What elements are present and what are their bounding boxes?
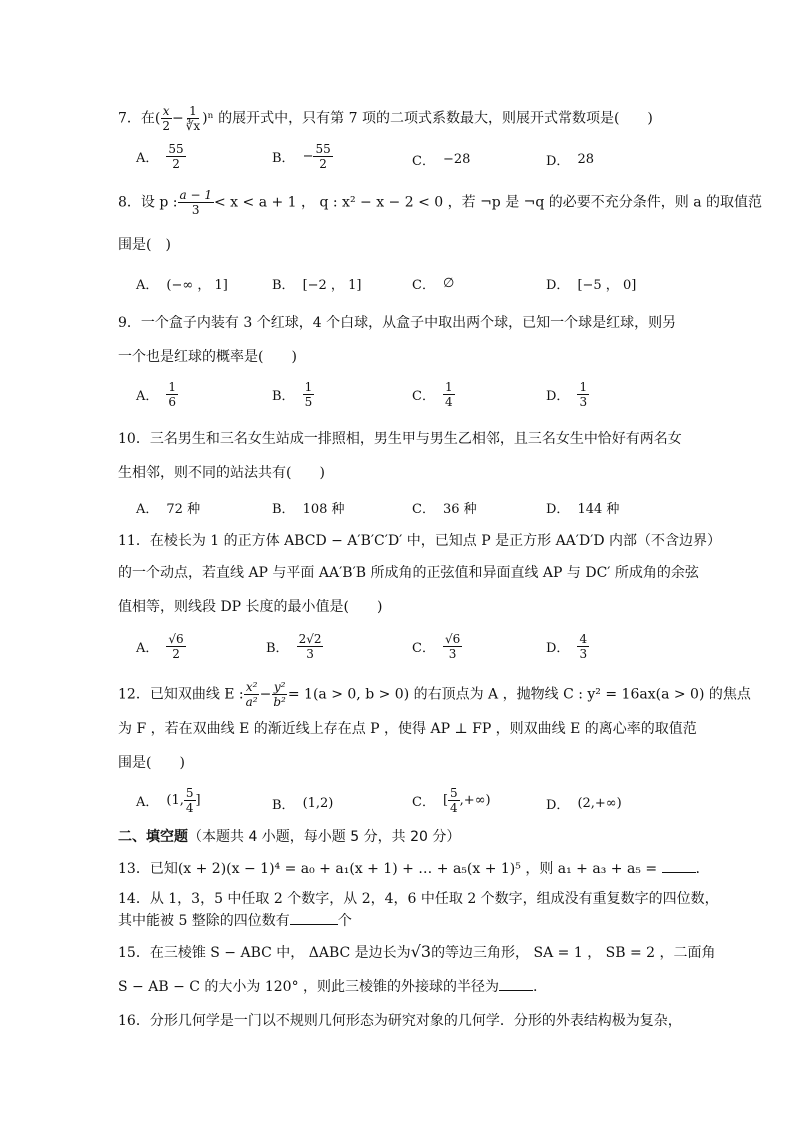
q10-choice-b[interactable]: B． 108 种 [272,502,345,517]
q12-choice-a[interactable]: A． (1, $\frac{5}{4}$ ] [136,786,201,815]
question-9-choices [136,380,696,416]
q8-choice-a[interactable]: A． (−∞ ， 1] [136,278,228,293]
question-11-line-2: 的一个动点，若直线 AP 与平面 AA′B′B 所成角的正弦值和异面直线 AP 与 DC′ 所成角的余弦 [118,565,699,581]
q9-choice-c[interactable]: C． $\frac{1}{4}$ [412,380,453,409]
question-7-choices [136,142,696,178]
q9-choice-a[interactable]: A． $\frac{1}{6}$ [136,380,177,409]
question-9-line-2: 一个也是红球的概率是( ) [118,349,297,365]
q11-choice-a[interactable]: A． $\frac{√6}{2}$ [136,632,184,661]
q14-answer-blank[interactable] [290,912,338,925]
q7-stem-end: )ⁿ 的展开式中，只有第 7 项的二项式系数最大，则展开式常数项是( ) [202,110,653,127]
q7-choice-c[interactable]: C． −28 [412,152,471,169]
question-11-choices [136,632,696,668]
question-8-line-2: 围是( ) [118,237,171,253]
section-title: 二、填空题 [118,829,188,845]
q10-choice-a[interactable]: A． 72 种 [136,502,201,517]
q9-choice-b[interactable]: B． $\frac{1}{5}$ [272,380,313,409]
question-8-choices [136,274,696,310]
question-10-choices [136,498,696,534]
q8-choice-b[interactable]: B． [−2 ， 1] [272,278,362,293]
q7-stem-start: 7．在( [118,110,161,127]
q10-choice-d[interactable]: D． 144 种 [546,502,620,517]
q7-fraction-x-over-2: $\frac{x}{2}$ [162,104,171,133]
q12-choice-c[interactable]: C． [ $\frac{5}{4}$ ,+∞) [412,786,491,815]
question-14-line-2: 其中能被 5 整除的四位数有 个 [118,913,352,929]
q8-choice-c[interactable]: C． ∅ [412,276,455,293]
q7-fraction-1-over-cuberoot-x: $\frac{1}{∛x}$ [185,104,201,133]
q15-answer-blank[interactable] [499,978,533,991]
q8-choice-d[interactable]: D． [−5 ， 0] [546,278,637,293]
q11-choice-b[interactable]: B． $\frac{2√2}{3}$ [266,632,322,661]
question-8-line-1: 8．设 p : $\frac{a - 1}{3}$ < x < a + 1 ， q : x² − x − 2 < 0 ，若 ¬p 是 ¬q 的必要不充分条件，则 a 的取值范 [118,188,763,217]
question-12-line-3: 围是( ) [118,755,185,771]
question-12-choices [136,786,696,822]
q11-choice-d[interactable]: D． $\frac{4}{3}$ [546,632,588,661]
question-14-line-1: 14．从 1，3，5 中任取 2 个数字，从 2，4，6 中任取 2 个数字，组成没有重复数字的四位数， [118,891,719,907]
question-13: 13．已知(x + 2)(x − 1)⁴ = a₀ + a₁(x + 1) + … + a₅(x + 1)⁵ ，则 a₁ + a₃ + a₅ = . [118,861,700,877]
q12-choice-b[interactable]: B． (1,2) [272,796,334,813]
question-11-line-1: 11．在棱长为 1 的正方体 ABCD − A′B′C′D′ 中，已知点 P 是正方形 AA′D′D 内部（不含边界） [118,533,722,549]
q7-choice-b[interactable]: B． − $\frac{55}{2}$ [272,142,331,171]
q15-sqrt-3: √3 [410,942,432,961]
section-fill-in-heading [118,826,460,846]
q9-choice-d[interactable]: D． $\frac{1}{3}$ [546,380,588,409]
question-15-line-2: S − AB − C 的大小为 120° ，则此三棱锥的外接球的半径为 . [118,979,538,995]
question-16-line-1: 16．分形几何学是一门以不规则几何形态为研究对象的几何学．分形的外表结构极为复杂， [118,1013,682,1029]
question-7-stem: 7．在( $\frac{x}{2}$ − $\frac{1}{∛x}$ )ⁿ 的展开式中，只有第 7 项的二项式系数最大，则展开式常数项是( ) [118,104,653,133]
q11-choice-c[interactable]: C． $\frac{√6}{3}$ [412,632,461,661]
q13-answer-blank[interactable] [662,860,696,873]
question-10-line-1: 10．三名男生和三名女生站成一排照相，男生甲与男生乙相邻，且三名女生中恰好有两名女 [118,431,682,447]
question-12-line-2: 为 F ，若在双曲线 E 的渐近线上存在点 P ，使得 AP ⊥ FP ，则双曲线 E 的离心率的取值范 [118,721,697,737]
question-10-line-2: 生相邻，则不同的站法共有( ) [118,465,325,481]
q10-choice-c[interactable]: C． 36 种 [412,502,477,517]
question-9-line-1: 9．一个盒子内装有 3 个红球，4 个白球，从盒子中取出两个球，已知一个球是红球，则另 [118,315,677,331]
question-12-line-1: 12．已知双曲线 E : $\frac{\text{x²}}{\text{a²}}$ − $\frac{\text{y²}}{\text{b²}}$ = 1(a > 0, b > 0) 的右顶点为 A ，抛物线 C : y² = 16ax(a > 0) 的焦点 [118,680,751,709]
q12-choice-d[interactable]: D． (2,+∞) [546,796,622,813]
q7-choice-d[interactable]: D． 28 [546,152,594,169]
q7-choice-a[interactable]: A． $\frac{55}{2}$ [136,142,184,171]
section-note: （本题共 4 小题，每小题 5 分，共 20 分） [188,829,461,845]
question-11-line-3: 值相等，则线段 DP 长度的最小值是( ) [118,599,383,615]
question-15-line-1: 15．在三棱锥 S − ABC 中， ΔABC 是边长为√3的等边三角形， SA = 1 ， SB = 2 ，二面角 [118,942,716,961]
q8-fraction: $\frac{a - 1}{3}$ [179,188,212,217]
